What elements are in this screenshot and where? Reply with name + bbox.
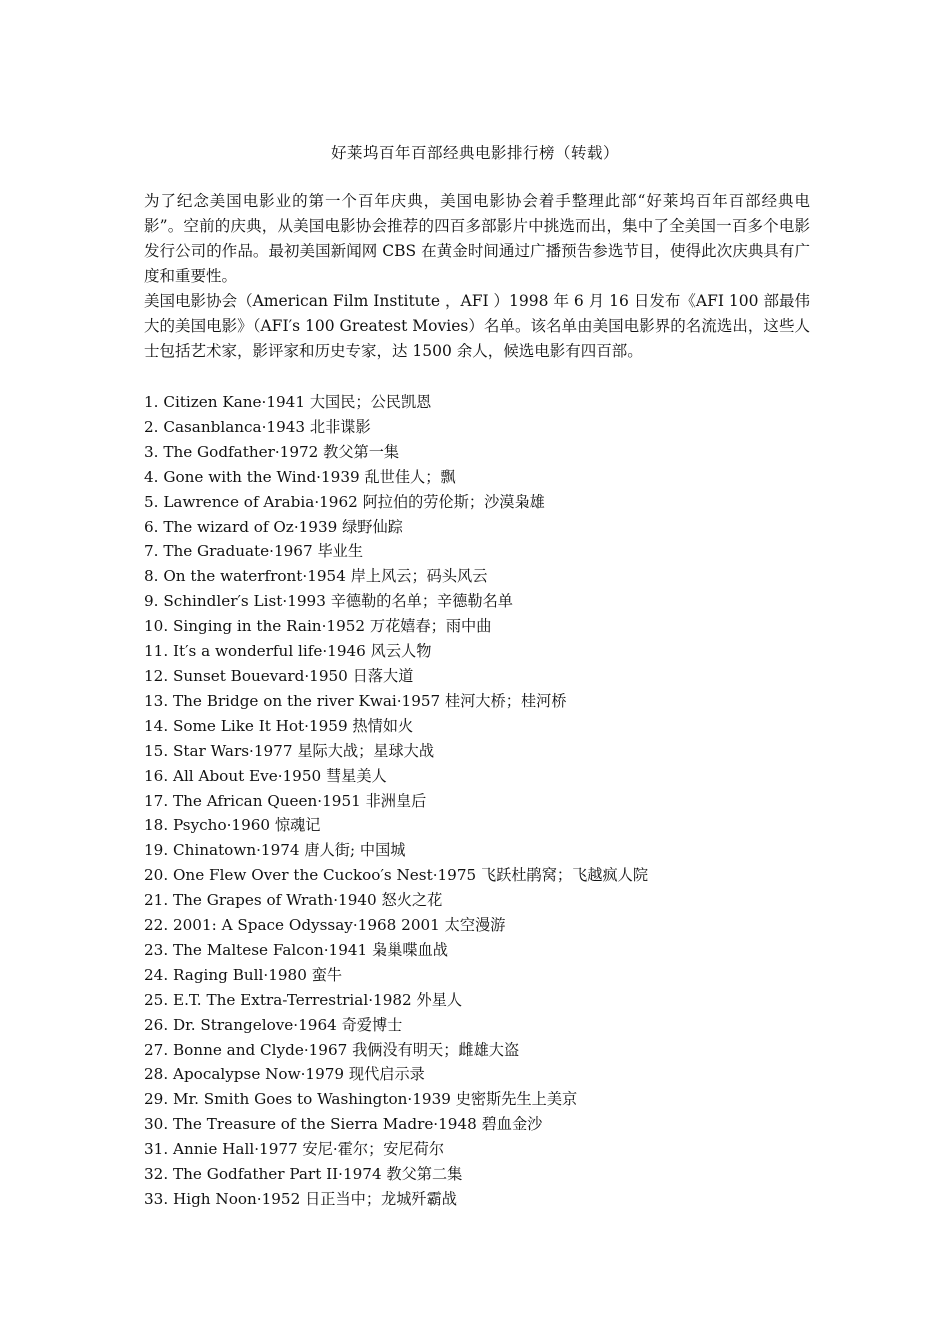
movie-item: 3. The Godfather·1972 教父第一集 xyxy=(144,442,400,461)
movie-item: 29. Mr. Smith Goes to Washington·1939 史密斯先生上美京 xyxy=(144,1090,578,1109)
movie-item: 33. High Noon·1952 日正当中；龙城歼霸战 xyxy=(144,1190,457,1208)
movie-item: 11. It′s a wonderful life·1946 风云人物 xyxy=(144,642,432,661)
movie-item: 22. 2001: A Space Odyssay·1968 2001 太空漫游 xyxy=(144,916,506,935)
intro-paragraph: 为了纪念美国电影业的第一个百年庆典，美国电影协会着手整理此部“好莱坞百年百部经典电影”。空前的庆典，从美国电影协会推荐的四百多部影片中挑选而出，集中了全美国一百多个电影发行公司的作品。最初美国新闻网 CBS 在黄金时间通过广播预告参选节目，使得此次庆典具有广度和重要性。 xyxy=(144,192,810,285)
movie-item: 25. E.T. The Extra-Terrestrial·1982 外星人 xyxy=(144,990,463,1009)
movie-item: 5. Lawrence of Arabia·1962 阿拉伯的劳伦斯；沙漠枭雄 xyxy=(144,492,545,511)
movie-item: 6. The wizard of Oz·1939 绿野仙踪 xyxy=(144,517,403,536)
movie-item: 14. Some Like It Hot·1959 热情如火 xyxy=(144,716,414,735)
movie-item: 17. The African Queen·1951 非洲皇后 xyxy=(144,791,427,810)
movie-item: 21. The Grapes of Wrath·1940 怒火之花 xyxy=(144,891,443,910)
movie-item: 19. Chinatown·1974 唐人街; 中国城 xyxy=(144,841,406,860)
movie-item: 30. The Treasure of the Sierra Madre·1948 碧血金沙 xyxy=(144,1115,543,1134)
movie-item: 12. Sunset Bouevard·1950 日落大道 xyxy=(144,666,414,685)
movie-item: 16. All About Eve·1950 彗星美人 xyxy=(144,766,387,785)
movie-item: 9. Schindler′s List·1993 辛德勒的名单；辛德勒名单 xyxy=(144,592,513,611)
movie-item: 26. Dr. Strangelove·1964 奇爱博士 xyxy=(144,1015,403,1034)
document-title: 好莱坞百年百部经典电影排行榜（转载） xyxy=(330,144,619,162)
movie-item: 32. The Godfather Part II·1974 教父第二集 xyxy=(144,1165,463,1184)
movie-item: 8. On the waterfront·1954 岸上风云；码头风云 xyxy=(144,567,488,586)
movie-item: 31. Annie Hall·1977 安尼·霍尔；安尼荷尔 xyxy=(144,1140,445,1159)
intro-section xyxy=(144,189,810,364)
movie-item: 10. Singing in the Rain·1952 万花嬉春；雨中曲 xyxy=(144,617,492,636)
movie-item: 1. Citizen Kane·1941 大国民；公民凯恩 xyxy=(144,393,432,411)
movie-item: 28. Apocalypse Now·1979 现代启示录 xyxy=(144,1065,425,1084)
movie-item: 23. The Maltese Falcon·1941 枭巢喋血战 xyxy=(144,940,448,959)
movie-item: 20. One Flew Over the Cuckoo′s Nest·1975 飞跃杜鹃窝；飞越疯人院 xyxy=(144,866,649,885)
movie-item: 4. Gone with the Wind·1939 乱世佳人；飘 xyxy=(144,467,456,486)
intro-paragraph: 美国电影协会（American Film Institute ，AFI ）1998 年 6 月 16 日发布《AFI 100 部最伟大的美国电影》（AFI′s 100 Greatest Movies）名单。该名单由美国电影界的名流选出，这些人士包括艺术家，影评家和历史专家，达 1500 余人，候选电影有四百部。 xyxy=(144,292,810,360)
movie-item: 13. The Bridge on the river Kwai·1957 桂河大桥；桂河桥 xyxy=(144,691,567,710)
movie-item: 24. Raging Bull·1980 蛮牛 xyxy=(144,965,343,984)
movie-item: 27. Bonne and Clyde·1967 我俩没有明天；雌雄大盗 xyxy=(144,1040,520,1059)
movie-item: 15. Star Wars·1977 星际大战；星球大战 xyxy=(144,741,435,760)
movie-item: 2. Casanblanca·1943 北非谍影 xyxy=(144,417,371,436)
movie-item: 7. The Graduate·1967 毕业生 xyxy=(144,542,364,561)
movie-item: 18. Psycho·1960 惊魂记 xyxy=(144,816,321,835)
movie-list xyxy=(144,390,824,1212)
